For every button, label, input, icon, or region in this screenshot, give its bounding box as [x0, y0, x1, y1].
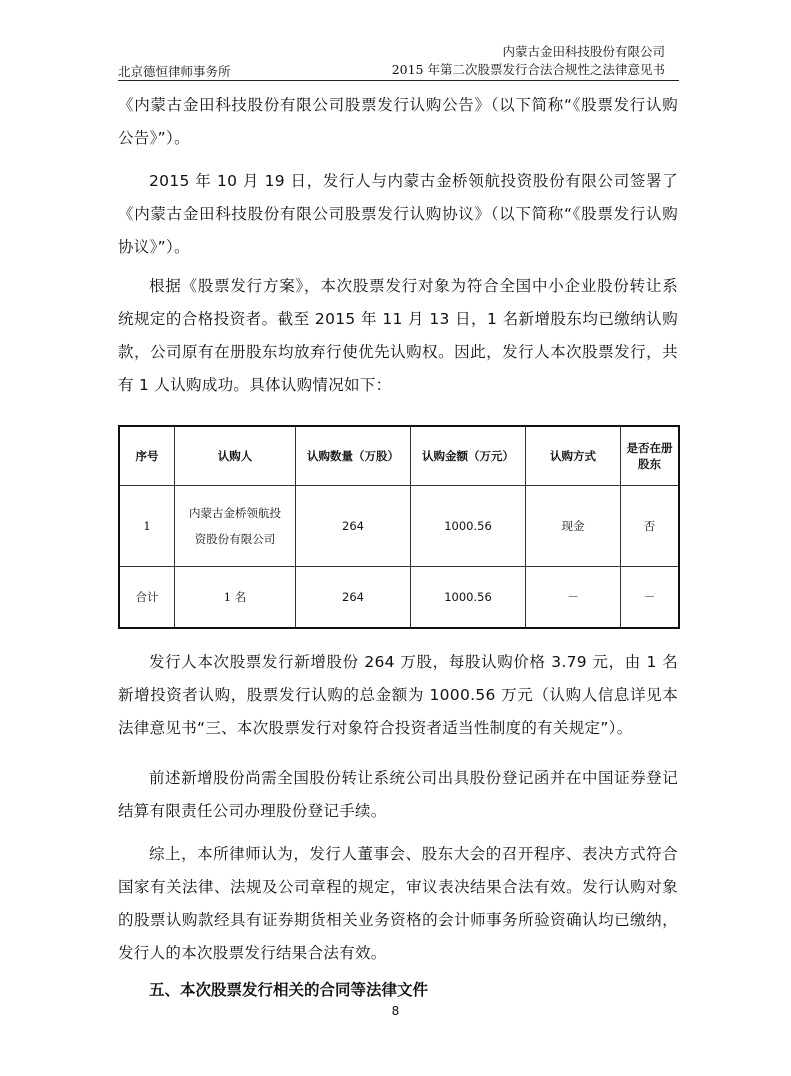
paragraph-0: 《内蒙古金田科技股份有限公司股票发行认购公告》（以下简称“《股票发行认购公告》”）。	[118, 96, 678, 147]
header-company: 内蒙古金田科技股份有限公司	[502, 44, 665, 59]
cell-index: 1	[119, 486, 175, 567]
col-header-registered: 是否在册股东	[621, 426, 680, 486]
cell-method: －	[526, 567, 621, 629]
subscription-table	[118, 425, 680, 629]
cell-subscriber: 1 名	[175, 567, 296, 629]
col-header-subscriber: 认购人	[175, 426, 296, 486]
table-row	[119, 486, 679, 567]
table-header-row	[119, 426, 679, 486]
col-header-index: 序号	[119, 426, 175, 486]
cell-method: 现金	[526, 486, 621, 567]
cell-amount: 1000.56	[411, 567, 526, 629]
cell-subscriber: 内蒙古金桥领航投资股份有限公司	[175, 486, 296, 567]
paragraph-4: 前述新增股份尚需全国股份转让系统公司出具股份登记函并在中国证券登记结算有限责任公司办理股份登记手续。	[118, 769, 678, 820]
col-header-method: 认购方式	[526, 426, 621, 486]
header-rule	[118, 80, 679, 81]
header-firm: 北京德恒律师事务所	[118, 64, 231, 79]
cell-registered: 否	[621, 486, 680, 567]
paragraph-5: 综上，本所律师认为，发行人董事会、股东大会的召开程序、表决方式符合国家有关法律、法规及公司章程的规定，审议表决结果合法有效。发行认购对象的股票认购款经具有证券期货相关业务资格的会计师事务所验资确认均已缴纳，发行人的本次股票发行结果合法有效。	[118, 845, 678, 962]
col-header-amount: 认购金额（万元）	[411, 426, 526, 486]
cell-index: 合计	[119, 567, 175, 629]
cell-quantity: 264	[296, 486, 411, 567]
paragraph-2: 根据《股票发行方案》，本次股票发行对象为符合全国中小企业股份转让系统规定的合格投资者。截至 2015 年 11 月 13 日，1 名新增股东均已缴纳认购款，公司原有在册股东均放弃行使优先认购权。因此，发行人本次股票发行，共有 1 人认购成功。具体认购情况如下：	[118, 277, 678, 394]
table-row	[119, 567, 679, 629]
cell-registered: －	[621, 567, 680, 629]
cell-quantity: 264	[296, 567, 411, 629]
paragraph-3: 发行人本次股票发行新增股份 264 万股，每股认购价格 3.79 元，由 1 名新增投资者认购，股票发行认购的总金额为 1000.56 万元（认购人信息详见本法律意见书“三、本次股票发行对象符合投资者适当性制度的有关规定”）。	[118, 653, 678, 737]
header-doc-title: 2015 年第二次股票发行合法合规性之法律意见书	[391, 62, 665, 77]
cell-amount: 1000.56	[411, 486, 526, 567]
page-number: 8	[391, 1004, 400, 1018]
section-heading: 五、本次股票发行相关的合同等法律文件	[149, 981, 429, 999]
col-header-quantity: 认购数量（万股）	[296, 426, 411, 486]
paragraph-1: 2015 年 10 月 19 日，发行人与内蒙古金桥领航投资股份有限公司签署了《内蒙古金田科技股份有限公司股票发行认购协议》（以下简称“《股票发行认购协议》”）。	[118, 172, 678, 256]
